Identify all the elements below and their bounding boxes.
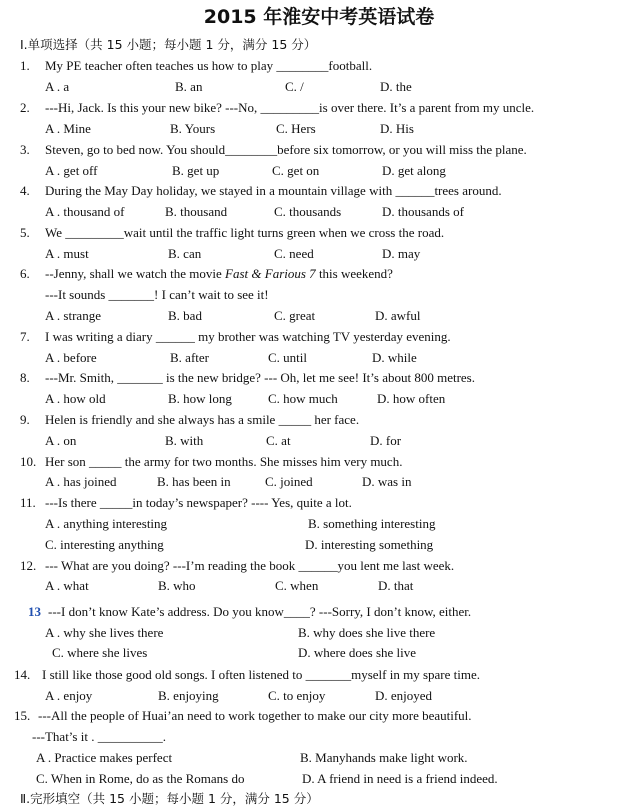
movie-title: Fast & Farious 7 xyxy=(225,266,316,281)
option-c: C. need xyxy=(274,246,314,261)
option-b: B. something interesting xyxy=(308,516,436,531)
option-d: D. that xyxy=(378,578,414,593)
question-number: 15. xyxy=(14,708,31,723)
option-a: A . why she lives there xyxy=(45,625,164,640)
option-b: B. who xyxy=(158,578,196,593)
question-number: 4. xyxy=(20,183,30,198)
option-d: D. A friend in need is a friend indeed. xyxy=(302,771,498,786)
option-d: D. enjoyed xyxy=(375,688,433,703)
option-d: D. for xyxy=(370,433,402,448)
option-b: B. how long xyxy=(168,391,232,406)
option-a: A . has joined xyxy=(45,474,117,489)
option-b: B. an xyxy=(175,79,203,94)
question-number: 3. xyxy=(20,142,30,157)
option-b: B. enjoying xyxy=(158,688,219,703)
option-c: C. to enjoy xyxy=(268,688,326,703)
option-b: B. Manyhands make light work. xyxy=(300,750,468,765)
question-number: 6. xyxy=(20,266,30,281)
option-c: C. When in Rome, do as the Romans do xyxy=(36,771,245,786)
section-heading-1: Ⅰ.单项选择（共 15 小题；每小题 1 分，满分 15 分） xyxy=(20,37,317,52)
option-a: A . must xyxy=(45,246,89,261)
option-a: A . strange xyxy=(45,308,101,323)
option-a: A . anything interesting xyxy=(45,516,168,531)
option-a: A . Practice makes perfect xyxy=(36,750,173,765)
question-number: 9. xyxy=(20,412,30,427)
question-text-2: ---It sounds _______! I can’t wait to see it! xyxy=(45,287,269,302)
question-text-post: this weekend? xyxy=(315,266,393,281)
question-text: Helen is friendly and she always has a smile _____ her face. xyxy=(45,412,360,427)
option-d: D. His xyxy=(380,121,414,136)
option-a: A . Mine xyxy=(45,121,91,136)
option-c: C. Hers xyxy=(276,121,316,136)
option-b: B. Yours xyxy=(170,121,216,136)
question-number: 11. xyxy=(20,495,36,510)
option-b: B. thousand xyxy=(165,204,228,219)
question-text: ---Mr. Smith, _______ is the new bridge? --- Oh, let me see! It’s about 800 metres. xyxy=(45,370,475,385)
question-text: Steven, go to bed now. You should________before six tomorrow, or you will miss the plane. xyxy=(45,142,527,157)
question-number: 7. xyxy=(20,329,30,344)
option-d: D. awful xyxy=(375,308,421,323)
question-number: 1. xyxy=(20,58,30,73)
question-text: Her son _____ the army for two months. She misses him very much. xyxy=(45,454,403,469)
question-text: ---Hi, Jack. Is this your new bike? ---No, _________is over there. It’s a parent from my uncle. xyxy=(45,100,535,115)
option-d: D. the xyxy=(380,79,412,94)
question-text: During the May Day holiday, we stayed in a mountain village with ______trees around. xyxy=(45,183,502,198)
option-d: D. where does she live xyxy=(298,645,417,660)
page-title: 2015 年淮安中考英语试卷 xyxy=(203,6,435,28)
option-c: C. where she lives xyxy=(52,645,148,660)
option-a: A . a xyxy=(45,79,70,94)
question-number: 8. xyxy=(20,370,30,385)
option-c: C. how much xyxy=(268,391,338,406)
option-d: D. while xyxy=(372,350,417,365)
question-text-pre: --Jenny, shall we watch the movie xyxy=(45,266,226,281)
option-b: B. after xyxy=(170,350,209,365)
question-number: 14. xyxy=(14,667,31,682)
question-text: ---Is there _____in today’s newspaper? ---- Yes, quite a lot. xyxy=(45,495,352,510)
option-c: C. when xyxy=(275,578,319,593)
question-text: I was writing a diary ______ my brother was watching TV yesterday evening. xyxy=(45,329,451,344)
question-text: My PE teacher often teaches us how to play ________football. xyxy=(45,58,373,73)
option-c: C. thousands xyxy=(274,204,342,219)
option-c: C. at xyxy=(266,433,291,448)
option-a: A . on xyxy=(45,433,77,448)
question-text: We _________wait until the traffic light turns green when we cross the road. xyxy=(45,225,445,240)
option-a: A . enjoy xyxy=(45,688,93,703)
option-d: D. how often xyxy=(377,391,446,406)
question-number: 10. xyxy=(20,454,37,469)
option-b: B. with xyxy=(165,433,204,448)
question-text: ---I don’t know Kate’s address. Do you know____? ---Sorry, I don’t know, either. xyxy=(48,604,472,619)
option-c: C. joined xyxy=(265,474,313,489)
option-b: B. bad xyxy=(168,308,202,323)
option-b: B. can xyxy=(168,246,202,261)
option-a: A . before xyxy=(45,350,97,365)
option-a: A . how old xyxy=(45,391,106,406)
option-d: D. interesting something xyxy=(305,537,434,552)
option-c: C. interesting anything xyxy=(45,537,164,552)
question-number: 12. xyxy=(20,558,37,573)
option-d: D. may xyxy=(382,246,421,261)
question-text: ---All the people of Huai’an need to work together to make our city more beautiful. xyxy=(38,708,472,723)
question-text: --- What are you doing? ---I’m reading the book ______you lent me last week. xyxy=(45,558,455,573)
option-d: D. get along xyxy=(382,163,446,178)
option-b: B. get up xyxy=(172,163,220,178)
question-number: 2. xyxy=(20,100,30,115)
question-text xyxy=(45,266,393,282)
option-c: C. / xyxy=(285,79,304,94)
option-d: D. was in xyxy=(362,474,412,489)
option-d: D. thousands of xyxy=(382,204,464,219)
option-b: B. why does she live there xyxy=(298,625,436,640)
option-c: C. great xyxy=(274,308,316,323)
question-number: 13 xyxy=(28,604,41,619)
option-b: B. has been in xyxy=(157,474,231,489)
option-a: A . what xyxy=(45,578,89,593)
section-heading-2: Ⅱ.完形填空（共 15 小题；每小题 1 分，满分 15 分） xyxy=(20,791,319,806)
option-a: A . get off xyxy=(45,163,98,178)
option-c: C. get on xyxy=(272,163,320,178)
question-text-2: ---That’s it . __________. xyxy=(32,729,166,744)
question-text: I still like those good old songs. I often listened to _______myself in my spare time. xyxy=(42,667,480,682)
option-c: C. until xyxy=(268,350,308,365)
question-number: 5. xyxy=(20,225,30,240)
option-a: A . thousand of xyxy=(45,204,125,219)
